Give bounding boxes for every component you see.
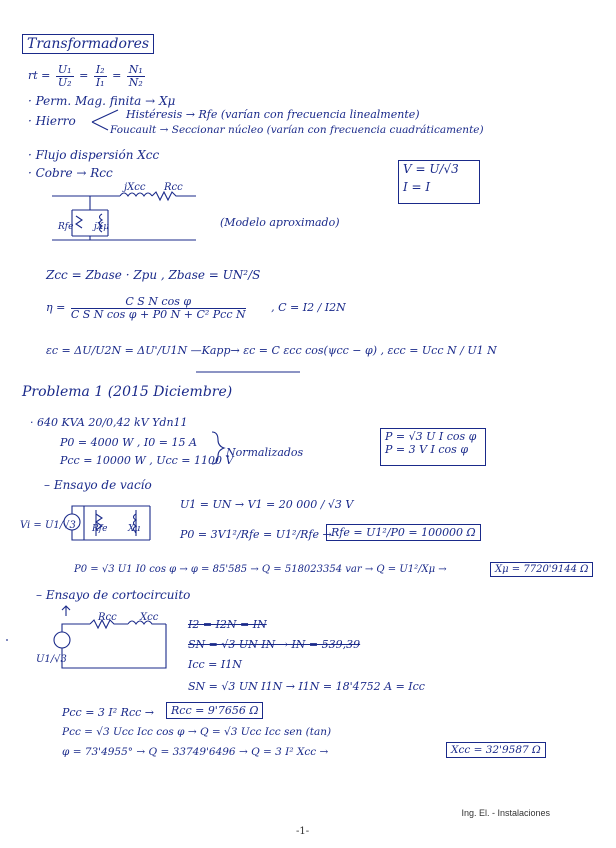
eq-zcc: Zcc = Zbase · Zpu , Zbase = UN²/S [46,268,261,282]
vacio-source [64,514,80,530]
vacio-xmu: Xμ [128,524,141,534]
circuit1-shunt-x [100,214,103,232]
ensayo-vacio-heading: – Ensayo de vacío [44,478,152,492]
bullet-flujo: · Flujo dispersión Xcc [28,148,160,162]
circuit1-rcc: Rcc [164,182,183,193]
bullet-histeresis: Histéresis → Rfe (varían con frecuencia linealmente) [126,108,420,121]
cc-current-arrow [62,606,70,616]
eq-c: , C = I2 / I2N [271,301,346,315]
box-p-line2: P = 3 V I cos φ [385,443,469,456]
eq-eta-den: C S N cos φ + P0 N + C² Pcc N [70,307,246,321]
cc-pcc-line: Pcc = 3 I² Rcc → [62,706,154,719]
cc-strike2: SN = √3 UN IN → IN = 539,39 [188,638,361,651]
box-vi-line1: V = U/√3 [403,162,459,176]
cc-phi-line: φ = 73'4955° → Q = 33749'6496 → Q = 3 I² Xcc → [62,746,329,758]
circuit1-shunt-r [76,216,82,228]
page-number: -1- [296,826,310,837]
circuit1-jxcc: jXcc [124,182,146,193]
ratio-n: $\frac{\text{N₁}}{\text{N₂}}$ [128,63,143,89]
cc-resistor [90,620,128,628]
spec-normalizados: Normalizados [226,446,304,459]
bullet-hierro: · Hierro [28,114,76,128]
problem-heading: Problema 1 (2015 Diciembre) [22,384,233,400]
vacio-rfe: Rfe [92,524,108,534]
vacio-circuit-wires [72,506,150,540]
vacio-p0-eq: P0 = 3V1²/Rfe = U1²/Rfe → [180,528,332,541]
cc-pcc2-line: Pcc = √3 Ucc Icc cos φ → Q = √3 Ucc Icc sen (tan) [62,726,332,738]
cc-vn-label: U1/√3 [36,654,67,665]
ratio-label: rt = [28,69,51,83]
box-vi-line2: I = I [403,180,431,194]
cc-rcc: Rcc [98,612,117,623]
bullet-perm: · Perm. Mag. finita → Xμ [28,94,176,108]
ratio-equation: rt = $\frac{\text{U₁}}{\text{U₂}}$ = $\frac{\text{I₂}}{\text{I₁}}$ = $\frac{\text{N₁}}{\text{N₂}}$ [28,63,143,89]
eq-eps: εc = ΔU/U2N = ΔU'/U1N —Kapp→ εc = C εcc cos(ψcc − φ) , εcc = Ucc N / U1 N [46,344,497,357]
hierro-brace [92,110,118,130]
normalizados-brace [212,432,224,464]
bullet-cobre: · Cobre → Rcc [28,166,113,180]
circuit1-rfe: Rfe [58,222,74,232]
spec-pcc: Pcc = 10000 W , Ucc = 1100 V [60,454,234,467]
cc-inductor [128,621,166,624]
vacio-vi-label: Vi = U1/√3 [20,520,76,531]
vacio-xmu-result: Xμ = 7720'9144 Ω [490,562,593,577]
circuit1-inductor [120,193,152,196]
ratio-u: $\frac{\text{U₁}}{\text{U₂}}$ [57,63,72,89]
cc-icc: Icc = I1N [188,658,242,671]
cc-circuit-wires [62,624,166,668]
cc-rcc-result: Rcc = 9'7656 Ω [166,702,263,719]
vacio-u1-line: U1 = UN → V1 = 20 000 / √3 V [180,498,354,511]
circuit1-caption: (Modelo aproximado) [220,216,340,229]
cc-xcc-result: Xcc = 32'9587 Ω [446,742,546,758]
page-title: Transformadores [22,34,154,54]
cc-strike1: I2 = I2N = IN [188,618,267,631]
spec-p0: P0 = 4000 W , I0 = 15 A [60,436,197,449]
eq-eta-lhs: η = [46,301,66,315]
cc-sn-line: SN = √3 UN I1N → I1N = 18'4752 A = Icc [188,680,425,693]
bullet-foucault: Foucault → Seccionar núcleo (varían con frecuencia cuadráticamente) [110,124,484,136]
footer-course: Ing. El. - Instalaciones [461,808,550,818]
eq-eta-num: C S N cos φ [71,296,246,309]
vacio-shunt-rails [96,510,136,536]
spec-line: · 640 KVA 20/0,42 kV Ydn11 [30,416,188,429]
vacio-shunt-r [96,514,102,530]
circuit1-shunt-box [72,196,108,240]
circuit1-resistor [152,192,196,200]
ratio-i: $\frac{\text{I₂}}{\text{I₁}}$ [95,63,105,89]
box-p-line1: P = √3 U I cos φ [385,430,477,443]
cc-xcc: Xcc [140,612,159,623]
ensayo-cc-heading: – Ensayo de cortocircuito [36,588,191,602]
circuit1-jxmu: jXμ [94,222,110,232]
cc-source [54,632,70,648]
vacio-rfe-result: Rfe = U1²/P0 = 100000 Ω [326,524,481,541]
vacio-p0-line: P0 = √3 U1 I0 cos φ → φ = 85'585 → Q = 518023354 var → Q = U1²/Xμ → [74,564,447,575]
